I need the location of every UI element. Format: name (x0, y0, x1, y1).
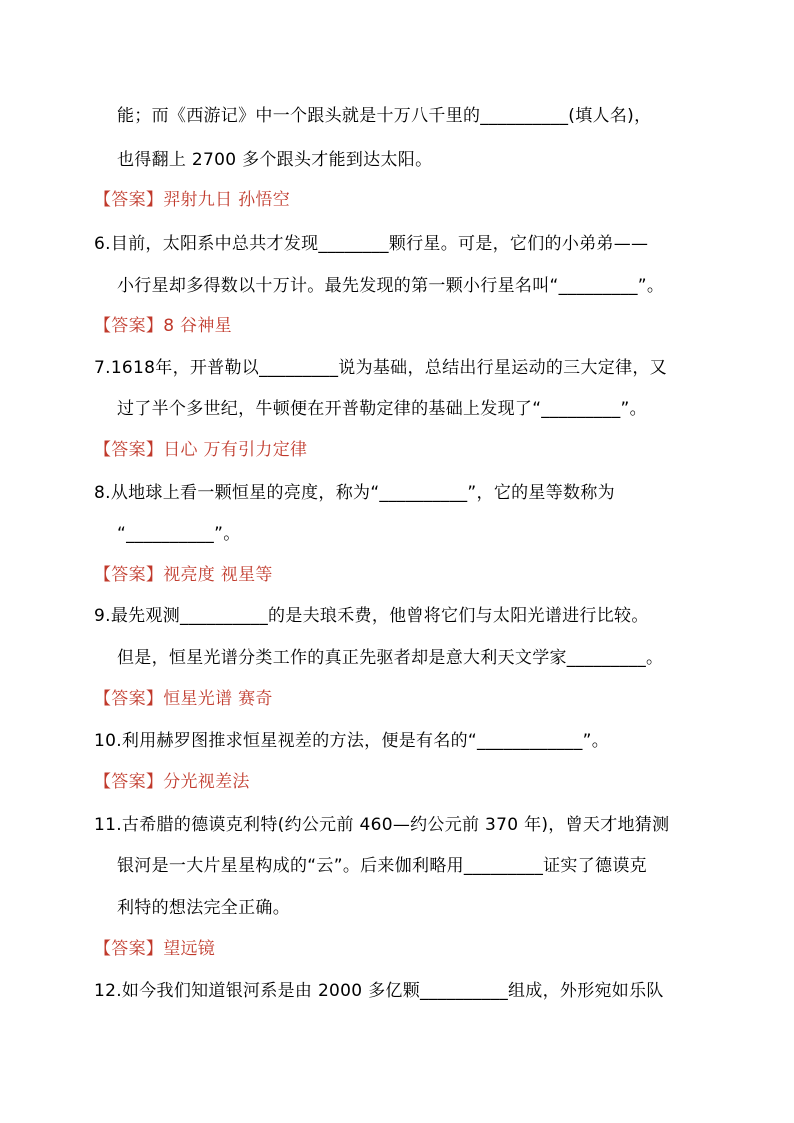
answer-line: 【答案】视亮度 视星等 (94, 565, 273, 585)
text-line: 利特的想法完全正确。 (117, 898, 290, 918)
text-line: 过了半个多世纪，牛顿便在开普勒定律的基础上发现了“_________”。 (117, 399, 647, 419)
answer-line: 【答案】分光视差法 (94, 772, 250, 792)
text-line: 但是，恒星光谱分类工作的真正先驱者却是意大利天文学家_________。 (117, 648, 664, 668)
answer-line: 【答案】羿射九日 孙悟空 (94, 190, 291, 210)
answer-line: 【答案】恒星光谱 赛奇 (94, 689, 273, 709)
text-line: “__________”。 (117, 524, 241, 544)
question-6: 6.目前，太阳系中总共才发现________颗行星。可是，它们的小弟弟—— (94, 234, 649, 254)
question-9: 9.最先观测__________的是夫琅禾费，他曾将它们与太阳光谱进行比较。 (94, 606, 649, 626)
text-line: 也得翻上 2700 多个跟头才能到达太阳。 (117, 150, 433, 170)
question-11: 11.古希腊的德谟克利特(约公元前 460—约公元前 370 年)，曾天才地猜测 (94, 815, 670, 835)
text-line: 小行星却多得数以十万计。最先发现的第一颗小行星名叫“_________”。 (117, 276, 665, 296)
question-12: 12.如今我们知道银河系是由 2000 多亿颗__________组成，外形宛如乐队 (94, 981, 664, 1001)
answer-line: 【答案】望远镜 (94, 939, 216, 959)
answer-line: 【答案】8 谷神星 (94, 316, 232, 336)
answer-line: 【答案】日心 万有引力定律 (94, 440, 308, 460)
question-8: 8.从地球上看一颗恒星的亮度，称为“__________”，它的星等数称为 (94, 483, 615, 503)
question-7: 7.1618年，开普勒以_________说为基础，总结出行星运动的三大定律，又 (94, 358, 667, 378)
text-line: 能；而《西游记》中一个跟头就是十万八千里的__________(填人名)， (117, 106, 652, 126)
question-10: 10.利用赫罗图推求恒星视差的方法，便是有名的“____________”。 (94, 731, 610, 751)
text-line: 银河是一大片星星构成的“云”。后来伽利略用_________证实了德谟克 (117, 856, 647, 876)
